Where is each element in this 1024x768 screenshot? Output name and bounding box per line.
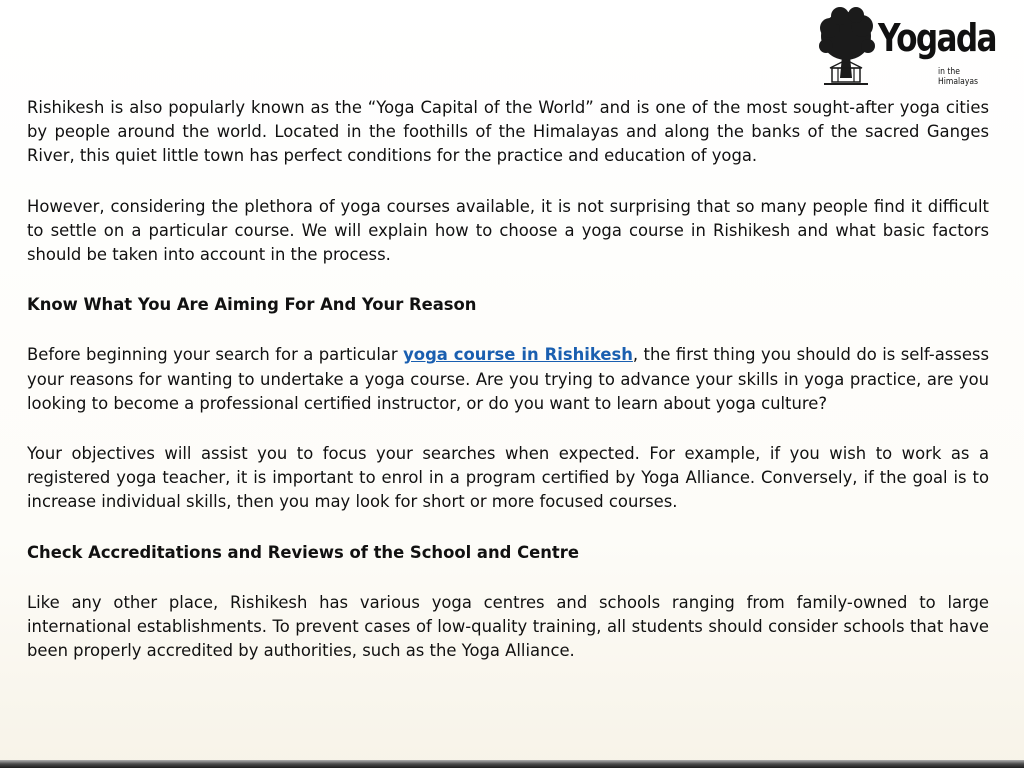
- article-body: [27, 96, 989, 689]
- yogada-logo: [818, 6, 998, 88]
- heading-aim: Know What You Are Aiming For And Your Reason: [27, 295, 477, 315]
- bottom-bar: [0, 760, 1024, 768]
- paragraph-plethora: However, considering the plethora of yoga courses available, it is not surprising that so many people find it difficult to settle on a particular course. We will explain how to choose a yoga course in Rishikesh and what basic factors should be taken into account in the process.: [27, 196, 989, 265]
- paragraph-centres: Like any other place, Rishikesh has various yoga centres and schools ranging from family-owned to large international establishments. To prevent cases of low-quality training, all students should consider schools that have been properly accredited by authorities, such as the Yoga Alliance.: [27, 592, 989, 661]
- tree-icon: [818, 6, 880, 88]
- logo-wordmark: Yogada: [878, 16, 996, 60]
- paragraph-search-lead: Before beginning your search for a particular: [27, 345, 404, 365]
- paragraph-intro: Rishikesh is also popularly known as the “Yoga Capital of the World” and is one of the most sought-after yoga cities by people around the world. Located in the foothills of the Himalayas and along the banks of the sacred Ganges River, this quiet little town has perfect conditions for the practice and education of yoga.: [27, 98, 989, 166]
- paragraph-search-rest: , the first thing you should do is self-assess your reasons for wanting to undertake a yoga course. Are you trying to advance your skills in yoga practice, are you looking to become a professional certified instructor, or do you want to learn about yoga culture?: [27, 345, 990, 413]
- yoga-course-link[interactable]: yoga course in Rishikesh: [403, 345, 633, 365]
- paragraph-objectives: Your objectives will assist you to focus your searches when expected. For example, if you wish to work as a registered yoga teacher, it is important to enrol in a program certified by Yoga Alliance. Conversely, if the goal is to increase individual skills, then you may look for short or more focused courses.: [27, 444, 989, 512]
- heading-accreditations: Check Accreditations and Reviews of the School and Centre: [27, 542, 579, 562]
- paragraph-search: [27, 343, 989, 416]
- logo-tagline: in the Himalayas: [938, 67, 979, 87]
